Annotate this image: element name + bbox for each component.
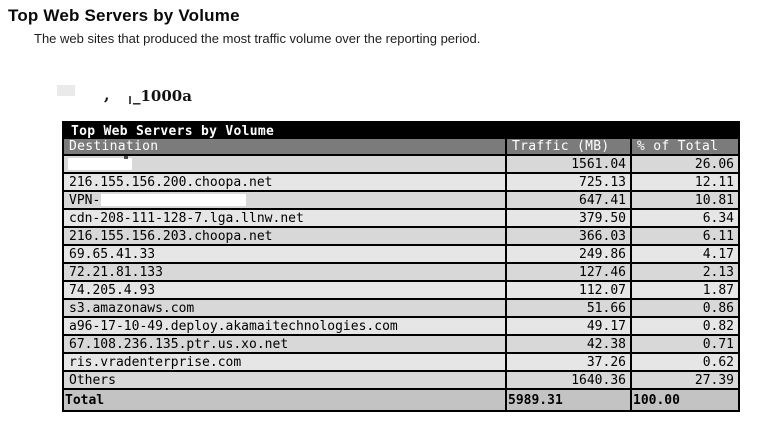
destination-cell: VPN- — [63, 191, 506, 209]
destination-cell: Others — [63, 371, 506, 389]
pct-cell: 0.82 — [631, 317, 739, 335]
table-title-bar — [63, 122, 739, 139]
table-column-header-row — [63, 139, 739, 155]
destination-cell: a96-17-10-49.deploy.akamaitechnologies.com — [63, 317, 506, 335]
total-traffic-cell: 5989.31 — [506, 389, 631, 411]
column-header-traffic: Traffic (MB) — [506, 139, 631, 155]
redaction-smudge — [57, 85, 75, 96]
table-row — [63, 227, 739, 245]
traffic-cell: 42.38 — [506, 335, 631, 353]
device-label: _1000a — [133, 87, 192, 105]
pct-cell: 6.34 — [631, 209, 739, 227]
pct-cell: 0.62 — [631, 353, 739, 371]
page-title: Top Web Servers by Volume — [8, 6, 240, 25]
pct-cell: 12.11 — [631, 173, 739, 191]
device-label-area — [0, 84, 763, 110]
destination-cell: 216.155.156.203.choopa.net — [63, 227, 506, 245]
table-row — [63, 335, 739, 353]
table-row — [63, 209, 739, 227]
redaction-artifact-tick — [129, 96, 131, 104]
pct-cell: 0.71 — [631, 335, 739, 353]
destination-cell: 74.205.4.93 — [63, 281, 506, 299]
total-pct-cell: 100.00 — [631, 389, 739, 411]
pct-cell: 27.39 — [631, 371, 739, 389]
destination-cell: ris.vradenterprise.com — [63, 353, 506, 371]
traffic-cell: 51.66 — [506, 299, 631, 317]
pct-cell: 4.17 — [631, 245, 739, 263]
destination-cell: 67.108.236.135.ptr.us.xo.net — [63, 335, 506, 353]
page-subtitle: The web sites that produced the most traffic volume over the reporting period. — [34, 31, 481, 46]
destination-cell: 216.155.156.200.choopa.net — [63, 173, 506, 191]
table-row — [63, 299, 739, 317]
table-row — [63, 173, 739, 191]
redaction-box — [68, 158, 132, 170]
redaction-artifact — [124, 156, 128, 159]
pct-cell: 1.87 — [631, 281, 739, 299]
traffic-cell: 1640.36 — [506, 371, 631, 389]
traffic-cell: 366.03 — [506, 227, 631, 245]
traffic-cell: 37.26 — [506, 353, 631, 371]
destination-cell: s3.amazonaws.com — [63, 299, 506, 317]
table-row — [63, 353, 739, 371]
table-total-row — [63, 389, 739, 411]
traffic-cell: 647.41 — [506, 191, 631, 209]
table-title: Top Web Servers by Volume — [63, 122, 739, 139]
traffic-cell: 1561.04 — [506, 155, 631, 173]
table-body — [63, 155, 739, 389]
traffic-cell: 112.07 — [506, 281, 631, 299]
traffic-cell: 725.13 — [506, 173, 631, 191]
table-row — [63, 317, 739, 335]
pct-cell: 0.86 — [631, 299, 739, 317]
pct-cell: 6.11 — [631, 227, 739, 245]
top-web-servers-table — [62, 121, 740, 412]
column-header-pct: % of Total — [631, 139, 739, 155]
table-row — [63, 263, 739, 281]
traffic-cell: 249.86 — [506, 245, 631, 263]
total-label-cell: Total — [63, 389, 506, 411]
pct-cell: 10.81 — [631, 191, 739, 209]
pct-cell: 26.06 — [631, 155, 739, 173]
table-row — [63, 155, 739, 173]
destination-cell: 69.65.41.33 — [63, 245, 506, 263]
column-header-destination: Destination — [63, 139, 506, 155]
destination-cell: cdn-208-111-128-7.lga.llnw.net — [63, 209, 506, 227]
table-row — [63, 245, 739, 263]
traffic-cell: 49.17 — [506, 317, 631, 335]
pct-cell: 2.13 — [631, 263, 739, 281]
destination-cell — [63, 155, 506, 173]
table-row — [63, 281, 739, 299]
table-row — [63, 191, 739, 209]
table-row — [63, 371, 739, 389]
redaction-box — [101, 194, 246, 206]
destination-cell: 72.21.81.133 — [63, 263, 506, 281]
traffic-cell: 127.46 — [506, 263, 631, 281]
redaction-artifact-comma: , — [104, 85, 110, 104]
traffic-cell: 379.50 — [506, 209, 631, 227]
